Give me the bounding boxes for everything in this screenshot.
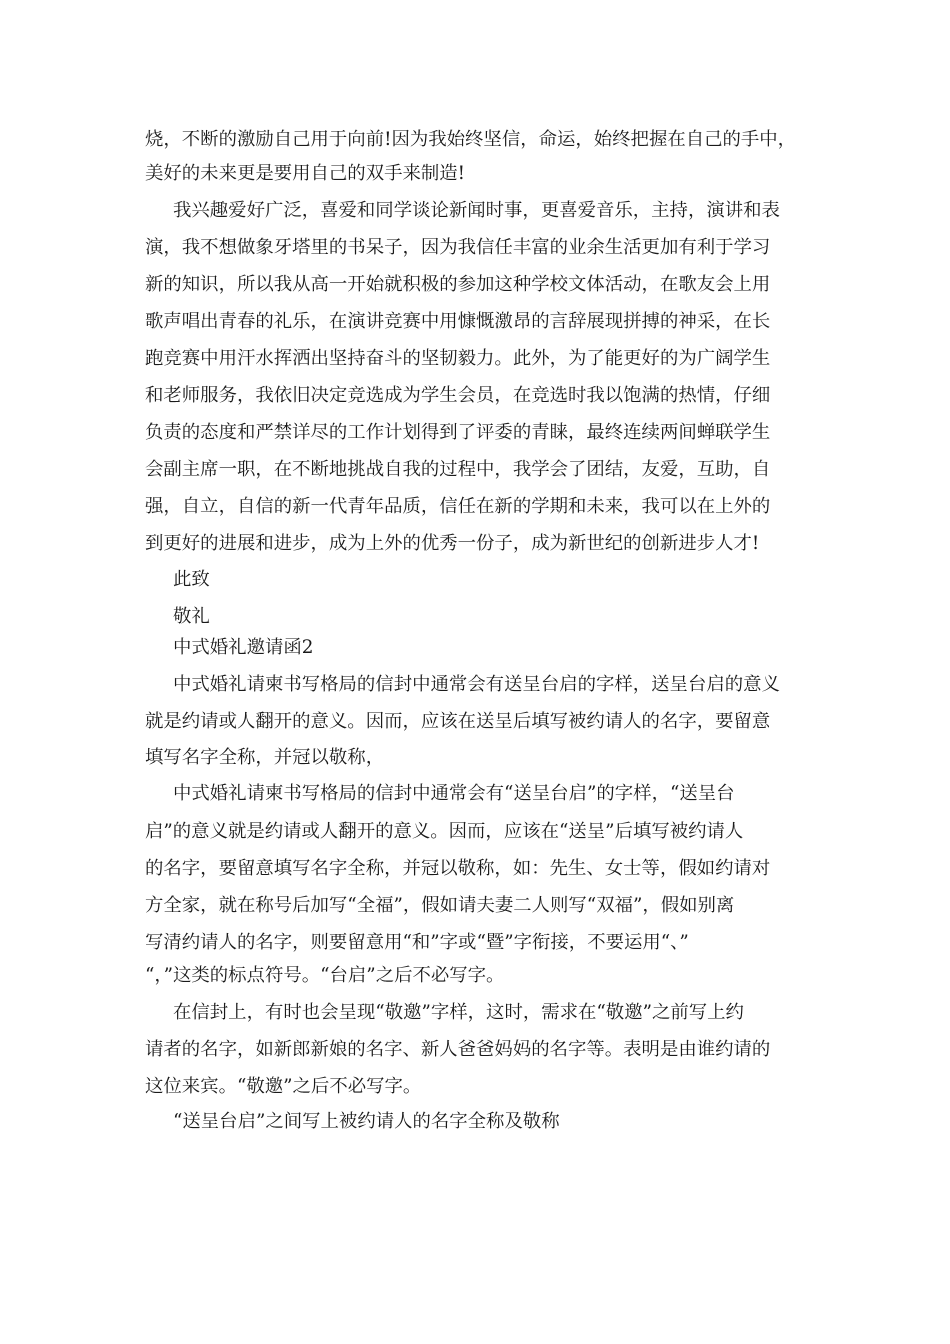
text-line: 会副主席一职，在不断地挑战自我的过程中，我学会了团结，友爱，互助，自 xyxy=(145,459,771,480)
text-line: 演，我不想做象牙塔里的书呆子，因为我信任丰富的业余生活更加有利于学习 xyxy=(145,237,771,258)
text-line: 歌声唱出青春的礼乐，在演讲竞赛中用慷慨激昂的言辞展现拼搏的神采，在长 xyxy=(145,311,771,332)
text-line: 烧，不断的激励自己用于向前!因为我始终坚信，命运，始终把握在自己的手中， xyxy=(145,129,797,150)
text-line: 跑竞赛中用汗水挥洒出坚持奋斗的坚韧毅力。此外，为了能更好的为广阔学生 xyxy=(145,348,771,369)
text-line: 新的知识，所以我从高一开始就积极的参加这种学校文体活动，在歌友会上用 xyxy=(145,274,771,295)
text-line: 中式婚礼请柬书写格局的信封中通常会有送呈台启的字样，送呈台启的意义 xyxy=(173,674,780,695)
text-line: “，”这类的标点符号。“台启”之后不必写字。 xyxy=(145,965,505,986)
salutation-line: 此致 xyxy=(173,569,210,590)
text-line: 中式婚礼请柬书写格局的信封中通常会有“送呈台启”的字样，“送呈台 xyxy=(173,783,735,804)
text-line: 强，自立，自信的新一代青年品质，信任在新的学期和未来，我可以在上外的 xyxy=(145,496,771,517)
text-line: 和老师服务，我依旧决定竞选成为学生会员，在竞选时我以饱满的热情，仔细 xyxy=(145,385,771,406)
text-line: 我兴趣爱好广泛，喜爱和同学谈论新闻时事，更喜爱音乐，主持，演讲和表 xyxy=(173,200,780,221)
salutation-line: 敬礼 xyxy=(173,606,210,627)
text-line: 在信封上，有时也会呈现“敬邀”字样，这时，需求在“敬邀”之前写上约 xyxy=(173,1002,744,1023)
text-line: 方全家，就在称号后加写“全福”，假如请夫妻二人则写“双福”，假如别离 xyxy=(145,895,735,916)
text-line: 启”的意义就是约请或人翻开的意义。因而，应该在“送呈”后填写被约请人 xyxy=(145,821,744,842)
text-line: 填写名字全称，并冠以敬称， xyxy=(145,747,385,768)
text-line: 请者的名字，如新郎新娘的名字、新人爸爸妈妈的名字等。表明是由谁约请的 xyxy=(145,1039,771,1060)
section-heading: 中式婚礼邀请函2 xyxy=(173,637,314,658)
text-line: 到更好的进展和进步，成为上外的优秀一份子，成为新世纪的创新进步人才! xyxy=(145,533,760,554)
text-line: 美好的未来更是要用自己的双手来制造! xyxy=(145,163,466,184)
text-line: 负责的态度和严禁详尽的工作计划得到了评委的青睐，最终连续两间蝉联学生 xyxy=(145,422,771,443)
text-line: 这位来宾。“敬邀”之后不必写字。 xyxy=(145,1076,422,1097)
text-line: 的名字，要留意填写名字全称，并冠以敬称，如：先生、女士等，假如约请对 xyxy=(145,858,771,879)
text-line: 就是约请或人翻开的意义。因而，应该在送呈后填写被约请人的名字，要留意 xyxy=(145,711,771,732)
text-line: “送呈台启”之间写上被约请人的名字全称及敬称 xyxy=(173,1111,560,1132)
text-line: 写清约请人的名字，则要留意用“和”字或“暨”字衔接，不要运用“、” xyxy=(145,932,689,953)
